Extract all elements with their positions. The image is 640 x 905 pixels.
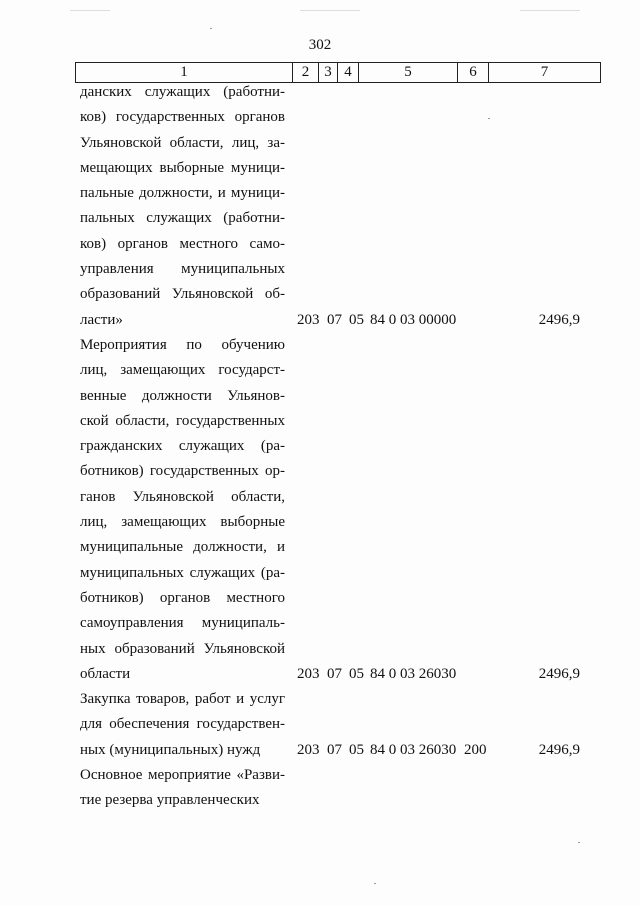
section-code: 07 xyxy=(327,741,342,758)
description-line: Ульяновской области, лиц, за- xyxy=(80,134,285,151)
description-line: области xyxy=(80,665,131,682)
description-line: данских служащих (работни- xyxy=(80,84,285,100)
description-line: муниципальных служащих (ра- xyxy=(80,564,285,581)
table-row xyxy=(80,763,600,814)
description-line: пальных служащих (работни- xyxy=(80,210,285,227)
description-line: тие резерва управленческих xyxy=(80,792,260,809)
description-line: пальные должности, и муници- xyxy=(80,185,285,202)
subsection-code: 05 xyxy=(349,311,364,328)
ministry-code: 203 xyxy=(297,311,320,328)
column-header-4: 4 xyxy=(338,63,359,83)
column-header-6: 6 xyxy=(458,63,489,83)
table-row xyxy=(80,80,600,333)
column-header-7: 7 xyxy=(489,63,601,83)
row-amount: 2496,9 xyxy=(538,665,580,682)
description-line: ков) органов местного само- xyxy=(80,235,285,252)
description-line: ных (муниципальных) нужд xyxy=(80,741,261,758)
table-body xyxy=(80,80,600,814)
description-line: лиц, замещающих выборные xyxy=(80,514,285,531)
target-article-code: 84 0 03 26030 xyxy=(370,665,457,682)
section-code: 07 xyxy=(327,665,342,682)
description-line: муниципальные должности, и xyxy=(80,539,285,556)
description-line: Закупка товаров, работ и услуг xyxy=(80,691,285,708)
ministry-code: 203 xyxy=(297,665,320,682)
description-line: Мероприятия по обучению xyxy=(80,336,285,353)
table-row xyxy=(80,333,600,687)
expense-type-code: 200 xyxy=(464,741,487,758)
column-header-5: 5 xyxy=(359,63,458,83)
description-line: венные должности Ульянов- xyxy=(80,387,285,404)
description-line: ных образований Ульяновской xyxy=(80,640,285,657)
row-description xyxy=(80,333,285,687)
subsection-code: 05 xyxy=(349,741,364,758)
description-line: ской области, государственных xyxy=(80,412,285,429)
description-line: мещающих выборные муници- xyxy=(80,159,285,176)
row-amount: 2496,9 xyxy=(538,311,580,328)
row-description xyxy=(80,687,285,763)
target-article-code: 84 0 03 26030 xyxy=(370,741,457,758)
page-number: 302 xyxy=(308,37,332,53)
description-line: самоуправления муниципаль- xyxy=(80,615,285,632)
ministry-code: 203 xyxy=(297,741,320,758)
description-line: лиц, замещающих государст- xyxy=(80,362,285,379)
description-line: образований Ульяновской об- xyxy=(80,286,285,303)
section-code: 07 xyxy=(327,311,342,328)
description-line: ганов Ульяновской области, xyxy=(80,488,285,505)
row-description xyxy=(80,763,285,814)
description-line: ботников) органов местного xyxy=(80,589,285,606)
target-article-code: 84 0 03 00000 xyxy=(370,311,457,328)
column-header-1: 1 xyxy=(76,63,293,83)
description-line: управления муниципальных xyxy=(80,261,285,278)
description-line: ков) государственных органов xyxy=(80,109,285,126)
row-amount: 2496,9 xyxy=(538,741,580,758)
description-line: гражданских служащих (ра- xyxy=(80,438,285,455)
description-line: ботников) государственных ор- xyxy=(80,463,285,480)
table-row xyxy=(80,687,600,763)
column-header-3: 3 xyxy=(319,63,338,83)
description-line: Основное мероприятие «Разви- xyxy=(80,767,285,784)
description-line: для обеспечения государствен- xyxy=(80,716,285,733)
row-description xyxy=(80,80,285,333)
description-line: ласти» xyxy=(80,311,123,328)
column-header-2: 2 xyxy=(293,63,319,83)
subsection-code: 05 xyxy=(349,665,364,682)
